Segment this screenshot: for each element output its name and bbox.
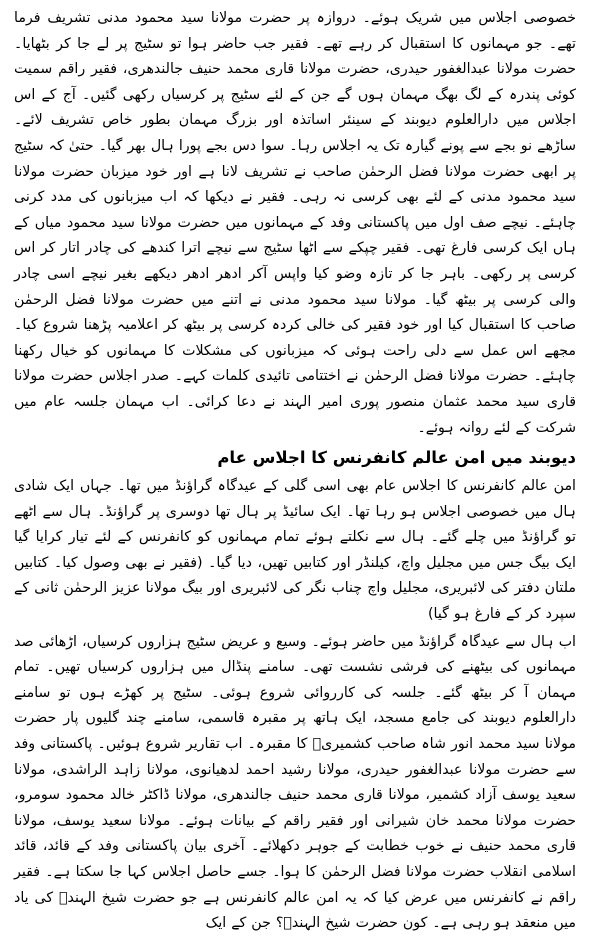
paragraph-conference-venue: امن عالم کانفرنس کا اجلاس عام بھی اسی گلی کے عیدگاہ گراؤنڈ میں تھا۔ جہاں ایک شادی ہال میں خصوصی اجلاس ہو رہا تھا۔ ایک سائیڈ پر ہال تھا دوسری پر گراؤنڈ۔ ہال سے اٹھے تو گراؤنڈ میں چلے گئے۔ ہال سے نکلتے ہوئے تمام مہمانوں کو کانفرنس کے لئے تیار کرایا گیا ایک بیگ جس میں مجلیل واچ، کیلنڈر اور کتابیں تھیں، دیا گیا۔ (فقیر نے بھی وصول کیا۔ کتابیں ملتان دفتر کی لائبریری، مجلیل واچ چناب نگر کی لائبریری اور بیگ مولانا عزیز الرحمٰن ثانی کے سپرد کر کے فارغ ہو گیا)	[14, 478, 576, 623]
paragraph-conference-speeches: اب ہال سے عیدگاہ گراؤنڈ میں حاضر ہوئے۔ وسیع و عریض سٹیج ہزاروں کرسیاں، اڑھائی صد مہمانوں کی بیٹھنے کی فرشی نشست تھی۔ سامنے پنڈال میں ہزاروں کرسیاں تھیں۔ تمام مہمان آ کر بیٹھ گئے۔ جلسہ کی کارروائی شروع ہوئی۔ سٹیج پر کھڑے ہوں تو سامنے دارالعلوم دیوبند کی جامع مسجد، ایک ہاتھ پر مقبرہ قاسمی، سامنے چند گلیوں پار حضرت مولانا سید محمد انور شاہ صاحب کشمیریؒ کا مقبرہ۔ اب تقاریر شروع ہوئیں۔ پاکستانی وفد سے حضرت مولانا عبدالغفور حیدری، مولانا رشید احمد لدھیانوی، مولانا زاہد الراشدی، مولانا سعید یوسف آزاد کشمیر، مولانا قاری محمد حنیف جالندھری، مولانا ڈاکٹر خالد محمود سومرو، حضرت مولانا محمد خان شیرانی اور فقیر راقم کے بیانات ہوئے۔ مولانا سعید یوسف، مولانا قاری محمد حنیف نے خوب خطابت کے جوہر دکھلائے۔ آخری بیان پاکستانی وفد کے قائد، قائد اسلامی انقلاب حضرت مولانا فضل الرحمٰن کا ہوا۔ جسے حاصل اجلاس کہا جا سکتا ہے۔ فقیر راقم نے کانفرنس میں عرض کیا کہ یہ امن عالم کانفرنس ہے جو حضرت شیخ الہندؒ کی یاد میں منعقد ہو رہی ہے۔ کون حضرت شیخ الہندؒ؟ جن کے ایک	[14, 633, 576, 932]
paragraph-delegation-session: خصوصی اجلاس میں شریک ہوئے۔ دروازہ پر حضرت مولانا سید محمود مدنی تشریف فرما تھے۔ جو مہمانوں کا استقبال کر رہے تھے۔ فقیر جب حاضر ہوا تو سٹیج پر لے جا کر بٹھایا۔ حضرت مولانا عبدالغفور حیدری، حضرت مولانا قاری محمد حنیف جالندھری، فقیر راقم سمیت کوئی پندرہ کے لگ بھگ مہمان ہوں گے جن کے لئے سٹیج پر کرسیاں رکھی گئیں۔ آج کے اس اجلاس میں دارالعلوم دیوبند کے سینئر اساتذہ اور بزرگ مہمان بطور خاص تشریف لائے۔ ساڑھے نو بجے سے پونے گیارہ تک یہ اجلاس رہا۔ سوا دس بجے پورا ہال بھر گیا۔ حتیٰ کہ سٹیج پر ابھی حضرت مولانا فضل الرحمٰن صاحب نے تشریف لانا ہے اور خود میزبان حضرت مولانا سید محمود مدنی کے لئے بھی کرسی نہ رہی۔ فقیر نے دیکھا کہ اب میزبانوں کی مدد کرنی چاہئے۔ نیچے صف اول میں پاکستانی وفد کے مہمانوں میں حضرت مولانا سید محمود میاں کے ہاں ایک کرسی فارغ تھی۔ فقیر چپکے سے اٹھا سٹیج سے نیچے اترا کندھے کی چادر اتار کر اس کرسی پر رکھی۔ باہر جا کر تازہ وضو کیا واپس آکر ادھر ادھر دیکھے بغیر نیچے اسی چادر والی کرسی پر بیٹھ گیا۔ مولانا سید محمود مدنی نے اتنے میں حضرت مولانا فضل الرحمٰن صاحب کا استقبال کیا اور خود فقیر کی خالی کردہ کرسی پر بیٹھ کر اعلامیہ پڑھنا شروع کیا۔ مجھے اس عمل سے دلی راحت ہوئی کہ میزبانوں کی مشکلات کا مہمانوں کو خیال رکھنا چاہئے۔ حضرت مولانا فضل الرحمٰن نے اختتامی تائیدی کلمات کہے۔ صدر اجلاس حضرت مولانا قاری سید محمد عثمان منصور پوری امیر الہند نے دعا کرائی۔ اب مہمان جلسہ عام میں شرکت کے لئے روانہ ہوئے۔	[14, 10, 576, 436]
section-heading: دیوبند میں امن عالم کانفرنس کا اجلاس عام	[217, 448, 576, 468]
article-page	[14, 6, 576, 932]
